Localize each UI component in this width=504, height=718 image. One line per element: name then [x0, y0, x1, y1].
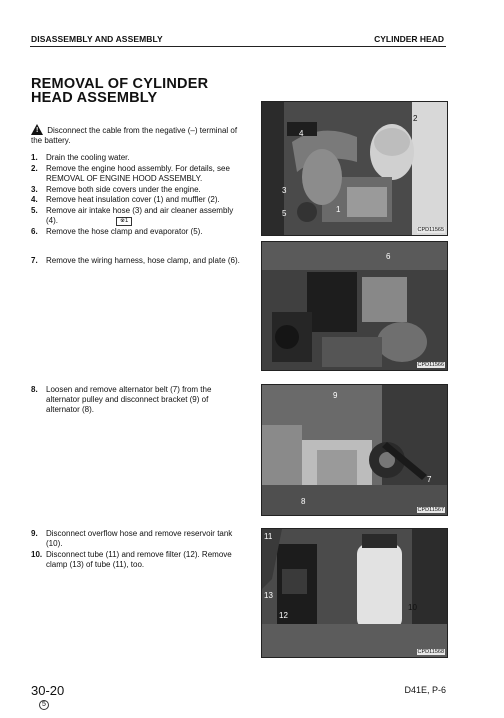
- engine-photo-3: [261, 384, 448, 516]
- step-list-4: [31, 529, 243, 570]
- callout-label: 7: [427, 475, 432, 484]
- callout-label: 13: [264, 591, 273, 600]
- warning-triangle-icon: !: [31, 124, 43, 135]
- engine-photo-2: [261, 241, 448, 371]
- photo-code: CPD11566: [417, 362, 444, 368]
- step-list-1: [31, 153, 243, 237]
- callout-label: 6: [386, 252, 391, 261]
- header-section: DISASSEMBLY AND ASSEMBLY: [31, 34, 163, 44]
- callout-label: 1: [336, 205, 341, 214]
- callout-label: 5: [282, 209, 287, 218]
- callout-label: 11: [264, 532, 273, 541]
- list-item: 3. Remove both side covers under the engine.: [31, 184, 201, 194]
- callout-label: 10: [408, 603, 417, 612]
- photo-code: CPD11565: [417, 227, 444, 233]
- callout-label: 8: [301, 497, 306, 506]
- list-item: 1. Drain the cooling water.: [31, 153, 130, 162]
- warning-note: [31, 124, 243, 147]
- engine-photo-4: [261, 528, 448, 658]
- header-rule: [30, 46, 446, 47]
- photo-code: CPD11567: [417, 507, 444, 513]
- list-item: 9. Disconnect overflow hose and remove reservoir tank (10).: [31, 529, 233, 549]
- model-code: D41E, P-6: [404, 685, 446, 695]
- header-chapter: CYLINDER HEAD: [374, 34, 444, 44]
- reference-mark: ※1: [116, 217, 132, 226]
- list-item: 6. Remove the hose clamp and evaporator (5).: [31, 226, 203, 236]
- callout-label: 3: [282, 186, 287, 195]
- step-list-3: [31, 385, 243, 416]
- list-item: 2. Remove the engine hood assembly. For details, see REMOVAL OF ENGINE HOOD ASSEMBLY.: [31, 163, 230, 183]
- callout-label: 2: [413, 114, 418, 123]
- photo-code: CPD11568: [417, 649, 444, 655]
- callout-label: 4: [299, 129, 304, 138]
- callout-label: 12: [279, 611, 288, 620]
- page-title: REMOVAL OF CYLINDER HEAD ASSEMBLY: [31, 76, 209, 106]
- list-item: 10. Disconnect tube (11) and remove filter (12). Remove clamp (13) of tube (11), too.: [31, 549, 232, 570]
- revision-mark: 5: [39, 700, 49, 710]
- step-list-2: [31, 256, 243, 266]
- engine-photo-1: [261, 101, 448, 236]
- callout-label: 9: [333, 391, 338, 400]
- warning-text: Disconnect the cable from the negative (–) terminal of the battery.: [31, 126, 238, 146]
- list-item: 4. Remove heat insulation cover (1) and muffler (2).: [31, 195, 220, 205]
- page-number: 30-20: [31, 683, 65, 698]
- list-item: 5. Remove air intake hose (3) and air cleaner assembly (4). ※1: [31, 206, 234, 226]
- list-item: 8. Loosen and remove alternator belt (7) from the alternator pulley and disconnect bracket (9) of alternator (8).: [31, 385, 212, 415]
- list-item: 7. Remove the wiring harness, hose clamp, and plate (6).: [31, 256, 240, 265]
